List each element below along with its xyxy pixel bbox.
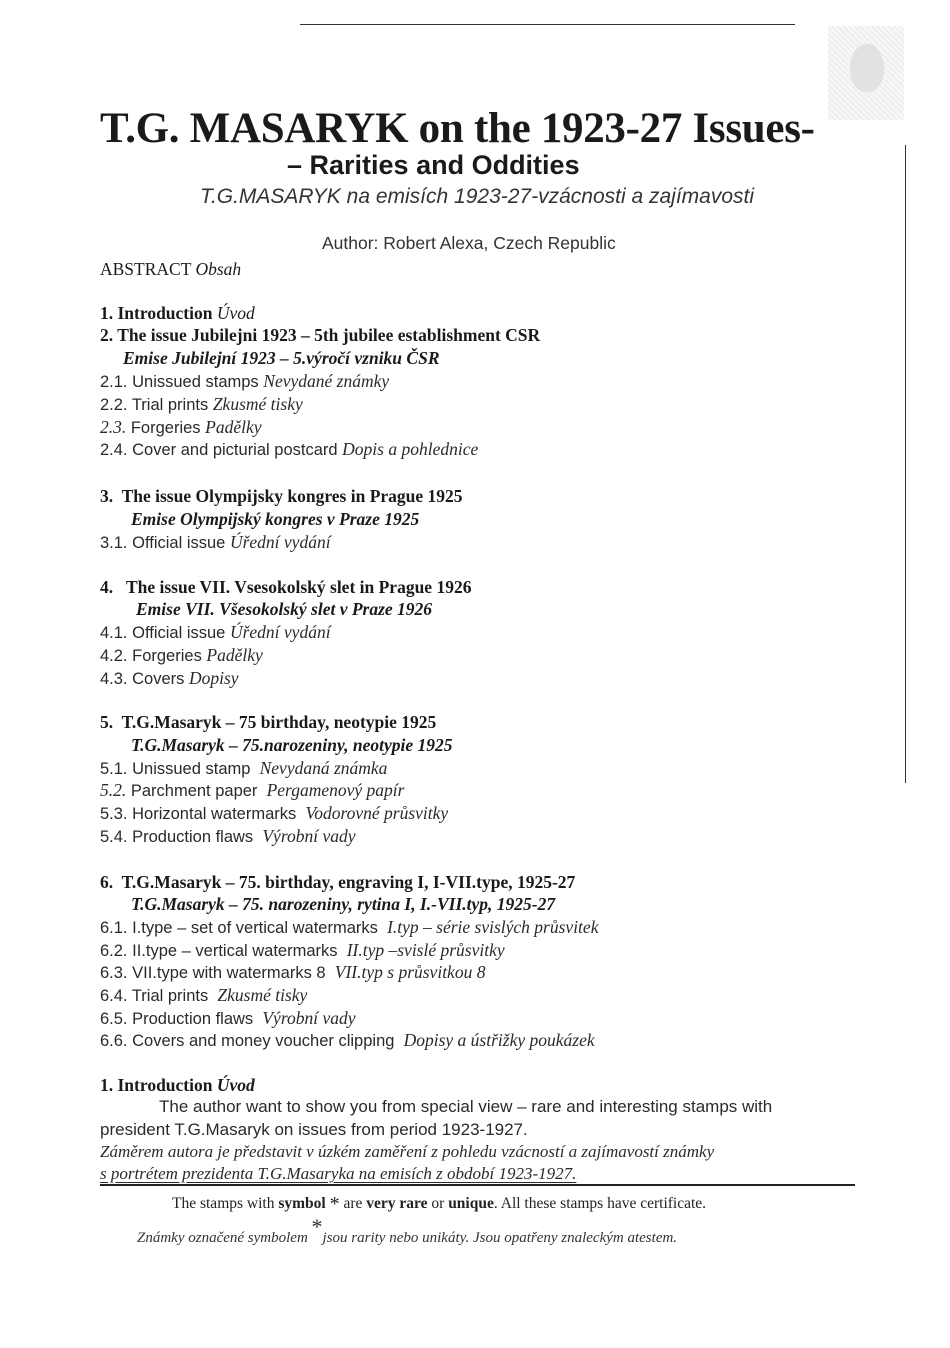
- toc-section-3-czech: Emise Olympijský kongres v Praze 1925: [131, 509, 420, 529]
- toc-item-4-2: 4.2. Forgeries Padělky: [100, 645, 263, 665]
- abstract-heading: ABSTRACT Obsah: [100, 259, 242, 279]
- toc-section-6-czech: T.G.Masaryk – 75. narozeniny, rytina I, I.-VII.typ, 1925-27: [131, 894, 556, 914]
- page-title-czech: T.G.MASARYK na emisích 1923-27-vzácnosti a zajímavosti: [200, 185, 755, 208]
- toc-item-2-1: 2.1. Unissued stamps Nevydané známky: [100, 371, 390, 391]
- toc-section-6: 6. T.G.Masaryk – 75. birthday, engraving I, I-VII.type, 1925-27: [100, 872, 576, 892]
- toc-item-5-1: 5.1. Unissued stamp Nevydaná známka: [100, 758, 388, 778]
- toc-item-2-3: 2.3. Forgeries Padělky: [100, 417, 262, 437]
- toc-item-5-4: 5.4. Production flaws Výrobní vady: [100, 826, 356, 846]
- intro-text-en-2: president T.G.Masaryk on issues from period 1923-1927.: [100, 1120, 528, 1139]
- toc-item-6-5: 6.5. Production flaws Výrobní vady: [100, 1008, 356, 1028]
- toc-section-5: 5. T.G.Masaryk – 75 birthday, neotypie 1925: [100, 712, 437, 732]
- author-line: Author: Robert Alexa, Czech Republic: [322, 233, 616, 253]
- toc-item-6-2: 6.2. II.type – vertical watermarks II.typ –svislé průsvitky: [100, 940, 505, 960]
- toc-item-6-1: 6.1. I.type – set of vertical watermarks I.typ – série svislých průsvitek: [100, 917, 599, 937]
- toc-item-4-3: 4.3. Covers Dopisy: [100, 668, 239, 688]
- toc-item-6-4: 6.4. Trial prints Zkusmé tisky: [100, 985, 308, 1005]
- toc-item-5-3: 5.3. Horizontal watermarks Vodorovné průsvitky: [100, 803, 449, 823]
- page-title: T.G. MASARYK on the 1923-27 Issues-: [100, 105, 815, 152]
- toc-item-3-1: 3.1. Official issue Úřední vydání: [100, 532, 331, 552]
- toc-item-6-6: 6.6. Covers and money voucher clipping Dopisy a ústřižky poukázek: [100, 1030, 595, 1050]
- toc-item-2-2: 2.2. Trial prints Zkusmé tisky: [100, 394, 303, 414]
- toc-item-4-1: 4.1. Official issue Úřední vydání: [100, 622, 331, 642]
- toc-section-5-czech: T.G.Masaryk – 75.narozeniny, neotypie 1925: [131, 735, 453, 755]
- symbol-note-cz: Známky označené symbolem *jsou rarity nebo unikáty. Jsou opatřeny znaleckým atestem.: [137, 1214, 678, 1246]
- toc-section-4: 4. The issue VII. Vsesokolský slet in Prague 1926: [100, 577, 472, 597]
- top-rule: [300, 24, 795, 25]
- toc-section-2-czech: Emise Jubilejní 1923 – 5.výročí vzniku ČSR: [123, 348, 440, 368]
- intro-text-cz-2: s portrétem prezidenta T.G.Masaryka na emisích z období 1923-1927.: [100, 1164, 577, 1183]
- stamp-thumbnail: [828, 26, 904, 120]
- bottom-rule: [100, 1184, 855, 1186]
- toc-section-1: 1. Introduction Úvod: [100, 303, 255, 323]
- intro-text-en-1: The author want to show you from special view – rare and interesting stamps with: [159, 1097, 773, 1116]
- asterisk-symbol: *: [329, 1193, 340, 1215]
- asterisk-symbol-cz: *: [311, 1214, 323, 1239]
- toc-section-4-czech: Emise VII. Všesokolský slet v Praze 1926: [136, 599, 433, 619]
- intro-text-cz-1: Záměrem autora je představit v úzkém zaměření z pohledu vzácností a zajímavostí známky: [100, 1142, 715, 1161]
- toc-item-6-3: 6.3. VII.type with watermarks 8 VII.typ s průsvitkou 8: [100, 962, 486, 982]
- toc-item-2-4: 2.4. Cover and picturial postcard Dopis a pohlednice: [100, 439, 479, 459]
- toc-item-5-2: 5.2. Parchment paper Pergamenový papír: [100, 780, 405, 800]
- symbol-note-en: The stamps with symbol * are very rare or unique. All these stamps have certificate.: [172, 1193, 707, 1215]
- intro-heading: 1. Introduction Úvod: [100, 1075, 255, 1095]
- page-subtitle: – Rarities and Oddities: [287, 150, 580, 180]
- right-rule: [905, 145, 906, 783]
- toc-section-2: 2. The issue Jubilejni 1923 – 5th jubilee establishment CSR: [100, 325, 541, 345]
- toc-section-3: 3. The issue Olympijsky kongres in Prague 1925: [100, 486, 463, 506]
